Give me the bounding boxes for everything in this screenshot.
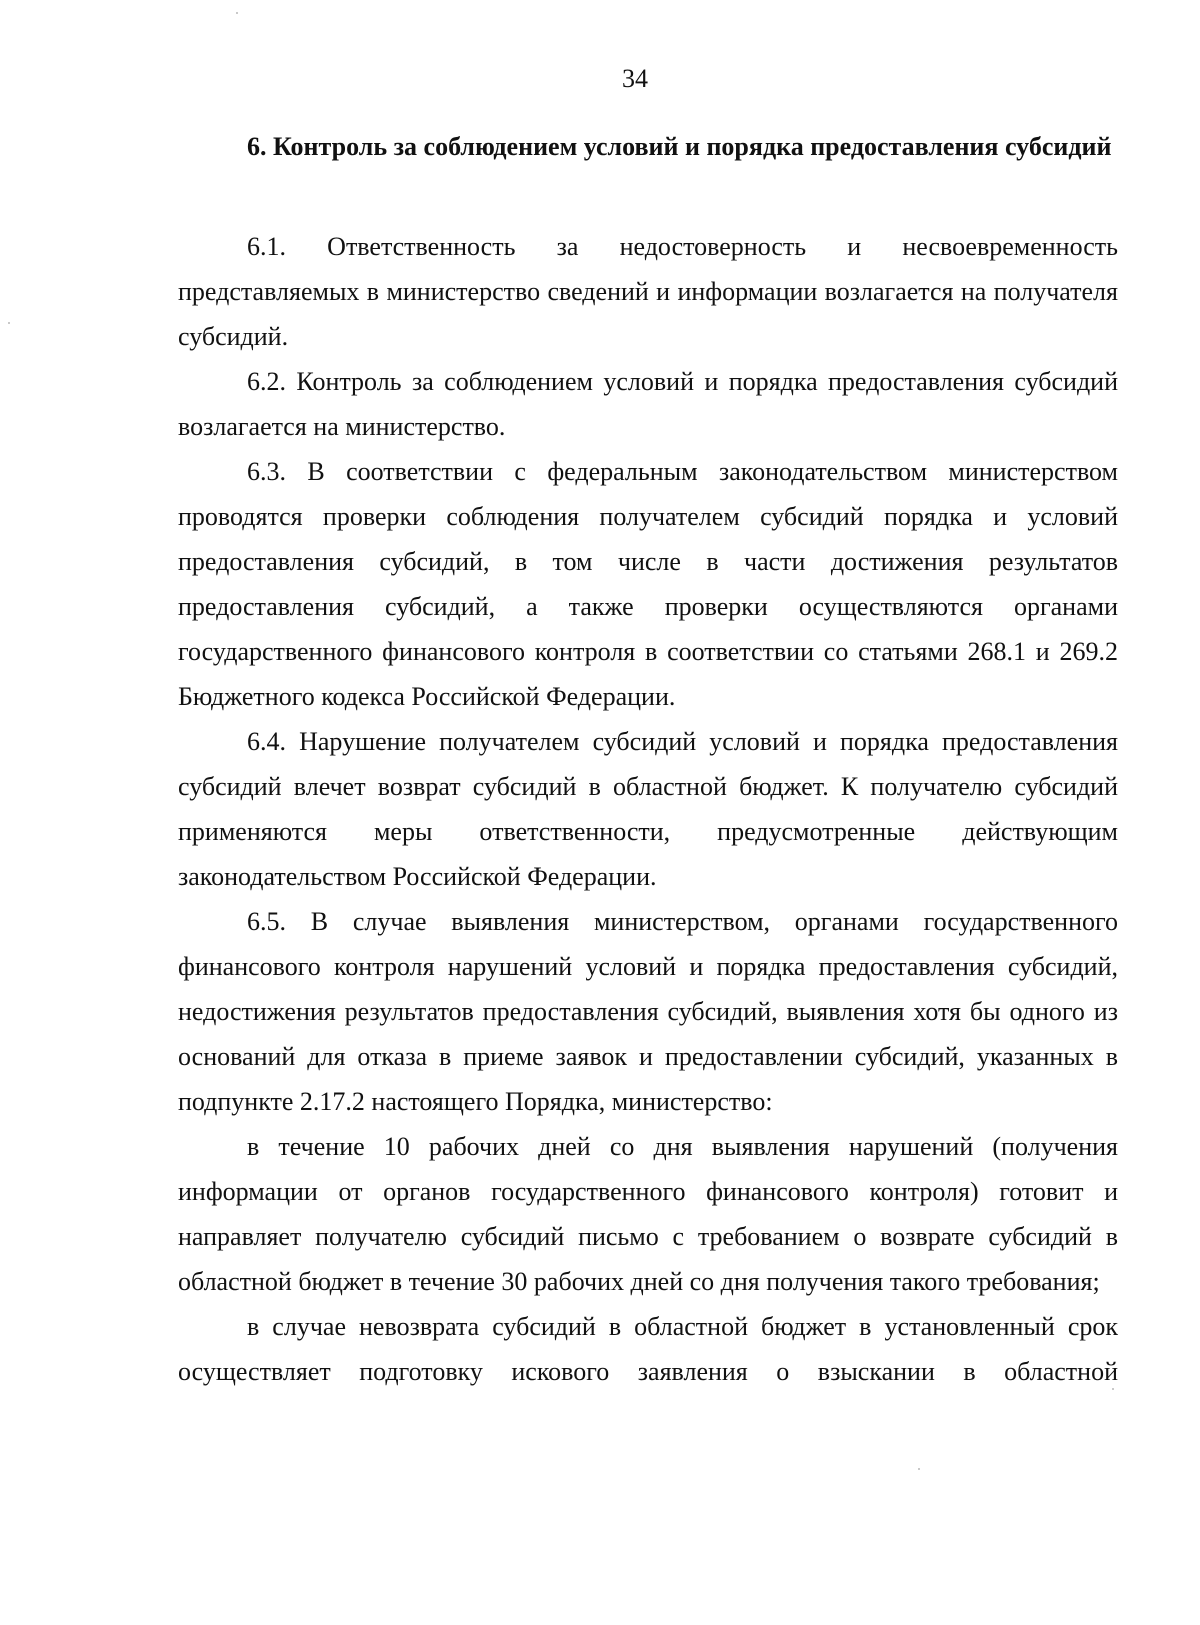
paragraph-6-3: 6.3. В соответствии с федеральным законодательством министерством проводятся проверки соблюдения получателем субсидий порядка и условий предоставления субсидий, в том числе в части достижения результатов предоставления субсидий, а также проверки осуществляются органами государственного финансового контроля в соответствии со статьями 268.1 и 269.2 Бюджетного кодекса Российской Федерации. (178, 457, 1118, 711)
paragraph-6-5-item-2: в случае невозврата субсидий в областной бюджет в установленный срок осуществляет подготовку искового заявления о взыскании в областной (178, 1312, 1118, 1386)
paragraph-6-4: 6.4. Нарушение получателем субсидий условий и порядка предоставления субсидий влечет возврат субсидий в областной бюджет. К получателю субсидий применяются меры ответственности, предусмотренные действующим законодательством Российской Федерации. (178, 727, 1118, 891)
scan-artifact-dot (8, 322, 10, 324)
scan-artifact-dot (1112, 1388, 1114, 1390)
document-body (178, 224, 1118, 1394)
scan-artifact-dot (236, 12, 238, 14)
section-heading: 6. Контроль за соблюдением условий и порядка предоставления субсидий (247, 132, 1112, 161)
paragraph-6-5-item-1: в течение 10 рабочих дней со дня выявления нарушений (получения информации от органов государственного финансового контроля) готовит и направляет получателю субсидий письмо с требованием о возврате субсидий в областной бюджет в течение 30 рабочих дней со дня получения такого требования; (178, 1132, 1118, 1296)
scan-artifact-dot (918, 1468, 920, 1470)
paragraph-6-1: 6.1. Ответственность за недостоверность и несвоевременность представляемых в министерство сведений и информации возлагается на получателя субсидий. (178, 232, 1118, 351)
paragraph-6-2: 6.2. Контроль за соблюдением условий и порядка предоставления субсидий возлагается на министерство. (178, 367, 1118, 441)
page-number: 34 (622, 64, 648, 93)
paragraph-6-5: 6.5. В случае выявления министерством, органами государственного финансового контроля нарушений условий и порядка предоставления субсидий, недостижения результатов предоставления субсидий, выявления хотя бы одного из оснований для отказа в приеме заявок и предоставлении субсидий, указанных в подпункте 2.17.2 настоящего Порядка, министерство: (178, 907, 1118, 1116)
